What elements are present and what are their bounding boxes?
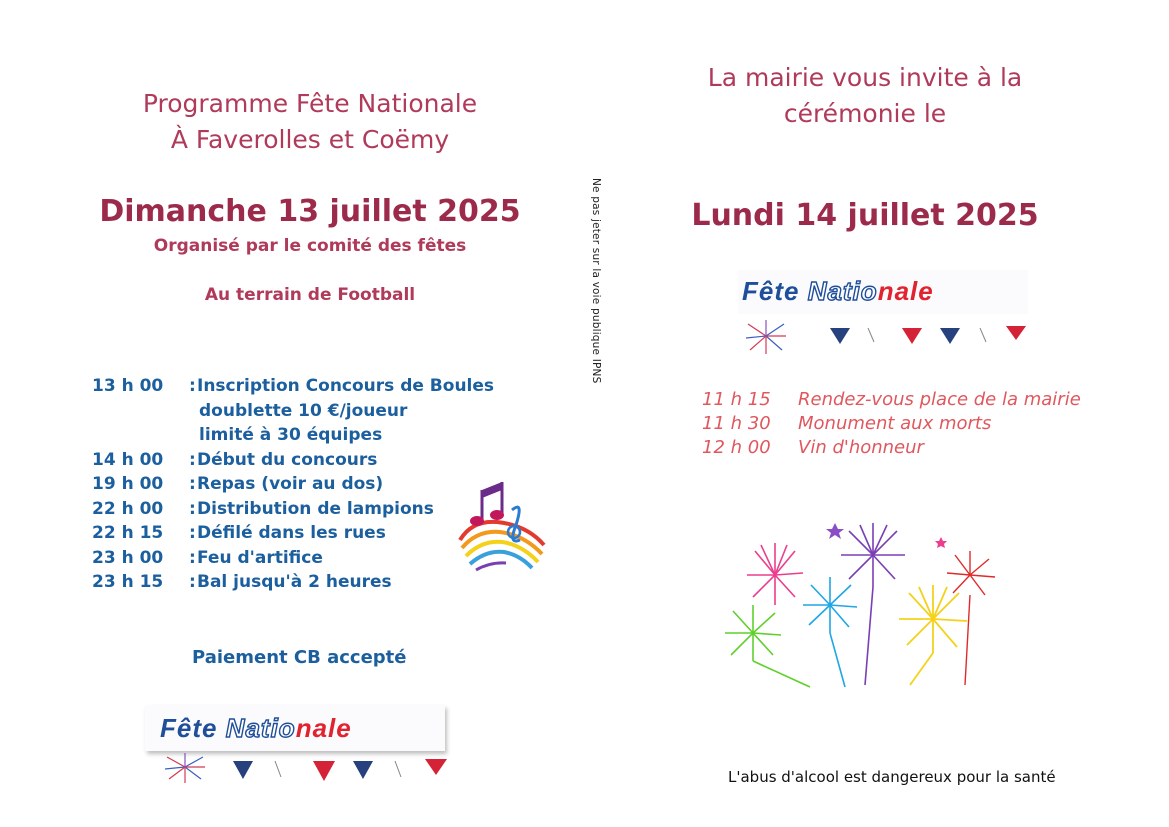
schedule-row xyxy=(92,521,494,546)
banner-title xyxy=(160,713,352,744)
left-title xyxy=(60,86,560,158)
schedule-sep: : xyxy=(189,449,196,470)
schedule-row xyxy=(92,472,494,497)
ceremony-text: Rendez-vous place de la mairie xyxy=(798,389,1081,410)
ceremony-text: Monument aux morts xyxy=(798,413,992,434)
ceremony-text: Vin d'honneur xyxy=(798,437,924,458)
schedule-row xyxy=(92,546,494,571)
right-date: Lundi 14 juillet 2025 xyxy=(691,198,1039,233)
location-text: Au terrain de Football xyxy=(204,285,416,305)
banner-part1: Fête xyxy=(160,713,226,743)
organizer-text: Organisé par le comité des fêtes xyxy=(153,236,467,256)
schedule-time: 22 h 00 xyxy=(92,498,164,519)
left-title-line1: Programme Fête Nationale xyxy=(142,89,478,118)
schedule-sep: : xyxy=(189,547,196,568)
ceremony-list xyxy=(702,388,1081,460)
ceremony-time: 12 h 00 xyxy=(702,437,771,458)
ceremony-time: 11 h 15 xyxy=(702,389,771,410)
schedule-text: Distribution de lampions xyxy=(197,498,434,519)
banner-part1: Fête xyxy=(742,276,808,306)
banner-part2: Natio xyxy=(807,276,878,306)
schedule-time: 23 h 00 xyxy=(92,547,164,568)
bunting-fireworks-icon xyxy=(744,318,1034,356)
schedule-row xyxy=(92,448,494,473)
fete-nationale-banner-right xyxy=(738,268,1033,360)
schedule-sep: : xyxy=(189,523,196,543)
right-intro-line1: La mairie vous invite à la xyxy=(707,63,1023,92)
bunting-fireworks-icon xyxy=(163,753,453,785)
left-title-line2: À Faverolles et Coëmy xyxy=(170,125,450,154)
schedule-time: 23 h 15 xyxy=(92,572,164,592)
right-intro xyxy=(655,60,1075,132)
ceremony-row xyxy=(702,388,1081,412)
ceremony-row xyxy=(702,436,1081,460)
schedule-sep: : xyxy=(189,376,196,396)
schedule-row xyxy=(92,570,494,595)
schedule-sep: : xyxy=(189,572,196,592)
schedule-text: Feu d'artifice xyxy=(197,547,323,568)
banner-title xyxy=(742,276,934,307)
schedule-text: Repas (voir au dos) xyxy=(197,474,384,494)
banner-part2: Natio xyxy=(225,713,296,743)
schedule-row-continuation xyxy=(92,423,494,448)
schedule-sep: : xyxy=(189,498,196,519)
fireworks-illustration xyxy=(715,515,1015,690)
payment-text: Paiement CB accepté xyxy=(192,647,407,668)
schedule-time: 14 h 00 xyxy=(92,449,164,470)
schedule-sep: : xyxy=(189,474,196,494)
schedule-text: Bal jusqu'à 2 heures xyxy=(197,572,392,592)
right-intro-line2: cérémonie le xyxy=(783,99,947,128)
banner-part3: nale xyxy=(877,276,934,306)
schedule-time: 19 h 00 xyxy=(92,474,164,494)
banner-part3: nale xyxy=(295,713,352,743)
schedule-text: Début du concours xyxy=(197,449,378,470)
schedule-time: 13 h 00 xyxy=(92,376,164,396)
schedule-row-continuation xyxy=(92,399,494,424)
ceremony-time: 11 h 30 xyxy=(702,413,771,434)
schedule-time: 22 h 15 xyxy=(92,523,164,543)
left-date: Dimanche 13 juillet 2025 xyxy=(99,194,521,229)
schedule-text: limité à 30 équipes xyxy=(199,425,383,445)
music-notes-icon xyxy=(452,470,552,575)
schedule-text: Inscription Concours de Boules xyxy=(197,376,495,396)
schedule-row xyxy=(92,497,494,522)
schedule-text: doublette 10 €/joueur xyxy=(199,400,408,421)
health-warning: L'abus d'alcool est dangereux pour la santé xyxy=(728,768,1056,786)
vertical-note: Ne pas jeter sur la voie publique IPNS xyxy=(590,178,602,384)
schedule-row xyxy=(92,374,494,399)
ceremony-row xyxy=(702,412,1081,436)
schedule-text: Défilé dans les rues xyxy=(197,523,386,543)
schedule-list xyxy=(92,374,494,595)
fete-nationale-banner-left xyxy=(145,695,450,787)
